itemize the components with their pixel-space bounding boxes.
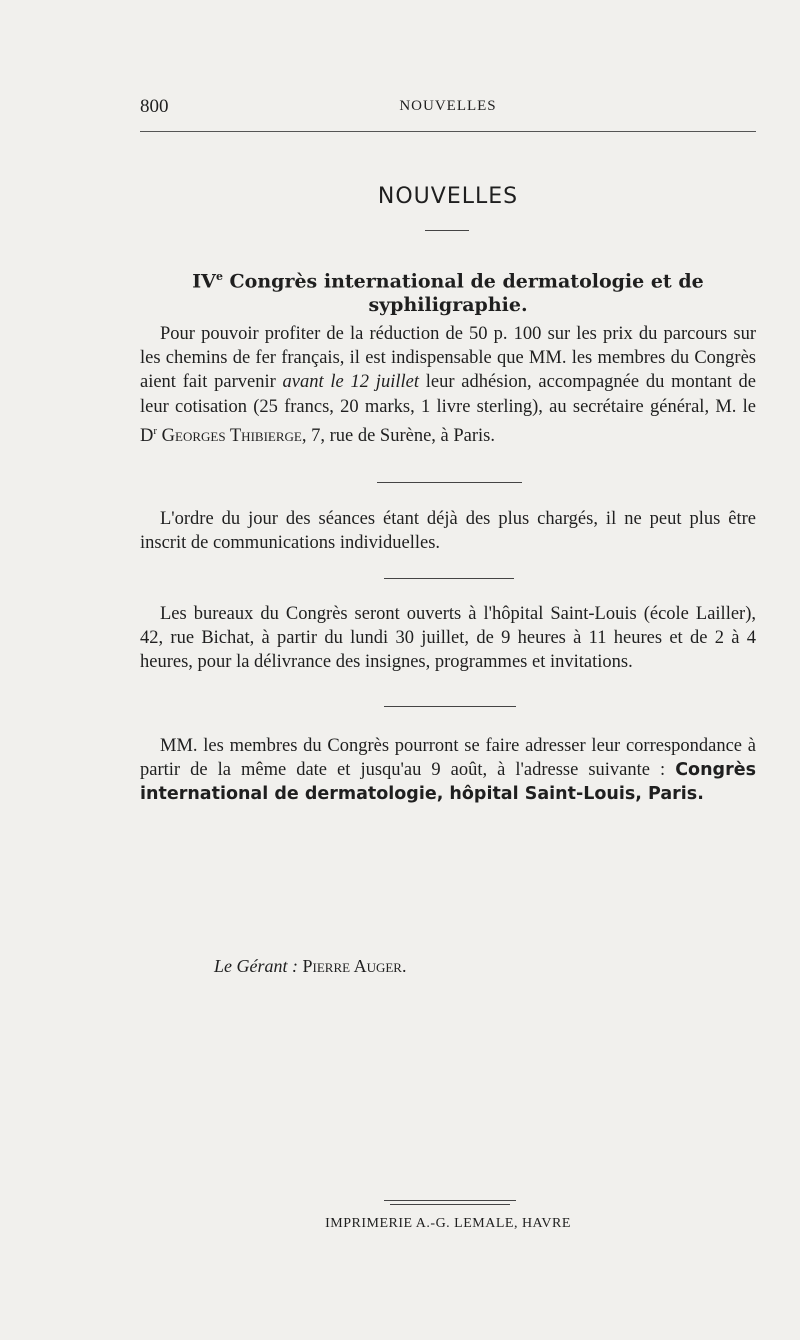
paragraph-divider (377, 482, 522, 483)
paragraph-correspondence (140, 734, 756, 807)
page-number: 800 (140, 96, 169, 117)
section-divider (425, 230, 469, 231)
imprint: IMPRIMERIE A.-G. LEMALE, HAVRE (325, 1216, 571, 1231)
imprint-divider (384, 1200, 516, 1201)
article-title (140, 265, 756, 317)
running-head: NOUVELLES (399, 98, 497, 114)
page-header (140, 96, 756, 120)
paragraph-divider (384, 578, 514, 579)
header-rule (140, 131, 756, 132)
paragraph-text: , 7, rue de Surène, à Paris. (301, 425, 496, 446)
article-title-sup: e (215, 270, 223, 283)
secretary-name: Georges Thibierge (157, 425, 302, 446)
paragraph-text: MM. les membres du Congrès pourront se faire adresser leur correspondance à partir de la même date et jusqu'au 9 août, à l'adresse suivante : (140, 736, 756, 781)
deadline-italic: avant le 12 juillet (282, 372, 419, 393)
imprint-divider (390, 1204, 510, 1205)
section-title: NOUVELLES (377, 184, 519, 209)
paragraph-registration (140, 322, 756, 448)
article-title-line2: syphiligraphie. (368, 294, 528, 317)
signature-name: Pierre Auger. (298, 956, 407, 976)
paragraph-agenda: L'ordre du jour des séances étant déjà des plus chargés, il ne peut plus être inscrit de communications individuelles. (140, 509, 756, 554)
paragraph-divider (384, 706, 516, 707)
paragraph-offices: Les bureaux du Congrès seront ouverts à l'hôpital Saint-Louis (école Lailler), 42, rue Bichat, à partir du lundi 30 juillet, de 9 heures à 11 heures et de 2 à 4 heures, pour la délivrance des insignes, programmes et invitations. (140, 604, 756, 673)
paragraph-text: leur adhésion, accompagnée du montant de leur cotisation (25 francs, 20 marks, 1 livre sterling), au secrétaire général, M. le D (140, 372, 756, 446)
signature-label: Le Gérant : (214, 956, 298, 976)
doctor-sup: r (153, 424, 158, 437)
signature (214, 956, 406, 977)
congress-address-bold: Congrès international de dermatologie, hôpital Saint-Louis, Paris. (140, 760, 756, 805)
paragraph-text: Pour pouvoir profiter de la réduction de 50 p. 100 sur les prix du parcours sur les chemins de fer français, il est indispensable que MM. les membres du Congrès aient fait parvenir (140, 324, 756, 393)
article-title-line1: Congrès international de dermatologie et de (222, 270, 704, 293)
article-title-prefix: IV (192, 270, 216, 293)
